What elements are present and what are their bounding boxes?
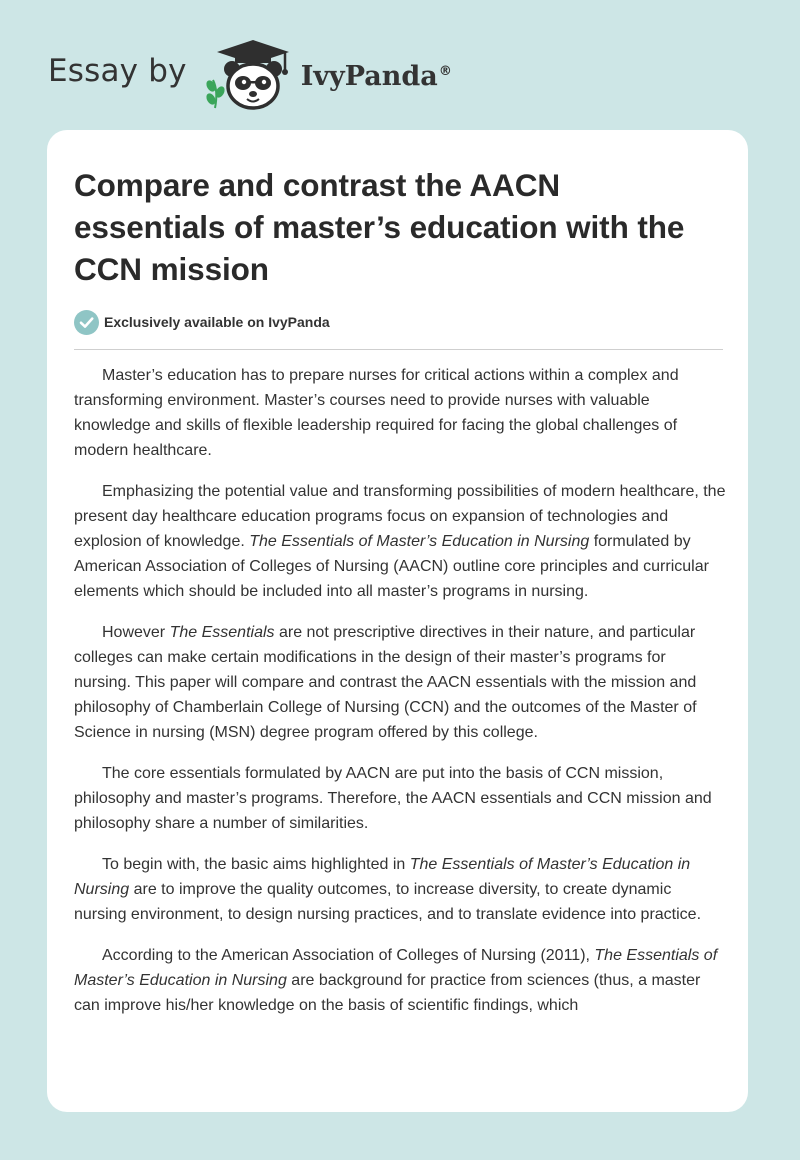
site-brand[interactable] <box>48 36 452 112</box>
cited-title: The Essentials of Master’s Education in Nursing <box>249 533 590 550</box>
essay-paragraph <box>74 943 726 1018</box>
essay-paragraph <box>74 761 726 836</box>
brand-name: IvyPanda® <box>300 60 452 92</box>
essay-paragraph <box>74 620 726 745</box>
paragraph-text: According to the American Association of Colleges of Nursing (2011), <box>102 947 595 964</box>
essay-paragraph <box>74 852 726 927</box>
essay-by-label: Essay by <box>48 53 187 89</box>
essay-title: Compare and contrast the AACN essentials of master’s education with the CCN mission <box>74 167 685 287</box>
essay-body <box>74 363 726 1018</box>
paragraph-text: To begin with, the basic aims highlighted in <box>102 856 410 873</box>
essay-card <box>47 130 748 1112</box>
paragraph-text: are background for practice from sciences (thus, a master can improve his/her knowledge on the basis of scientific findings, which <box>74 972 701 1014</box>
cited-title: The Essentials <box>169 624 275 641</box>
panda-graduate-logo-icon <box>201 36 297 112</box>
essay-paragraph <box>74 363 726 463</box>
exclusive-badge-label: Exclusively available on IvyPanda <box>104 314 330 330</box>
title-divider <box>74 349 723 350</box>
paragraph-text: Emphasizing the potential value and transforming possibilities of modern healthcare, the present day healthcare education programs focus on expansion of technologies and explosion of knowledge. <box>74 483 726 550</box>
exclusive-badge <box>74 309 721 335</box>
check-circle-icon <box>74 310 99 335</box>
cited-title: The Essentials of Master’s Education in Nursing <box>74 856 691 898</box>
paragraph-text: Master’s education has to prepare nurses for critical actions within a complex and transforming environment. Master’s courses need to provide nurses with valuable knowledge and skills of flexible leadership required for facing the global challenges of modern healthcare. <box>74 367 679 459</box>
paragraph-text: are not prescriptive directives in their nature, and particular colleges can make certain modifications in the design of their master’s programs for nursing. This paper will compare and contrast the AACN essentials with the mission and philosophy of Chamberlain College of Nursing (CCN) and the outcomes of the Master of Science in nursing (MSN) degree program offered by this college. <box>74 624 697 741</box>
paragraph-text: The core essentials formulated by AACN are put into the basis of CCN mission, philosophy and master’s programs. Therefore, the AACN essentials and CCN mission and philosophy share a number of similarities. <box>74 765 712 832</box>
paragraph-text: formulated by American Association of Colleges of Nursing (AACN) outline core principles and curricular elements which should be included into all master’s programs in nursing. <box>74 533 709 600</box>
paragraph-text: However <box>102 624 170 641</box>
paragraph-text: are to improve the quality outcomes, to increase diversity, to create dynamic nursing environment, to design nursing practices, and to translate evidence into practice. <box>74 881 702 923</box>
cited-title: The Essentials of Master’s Education in Nursing <box>74 947 718 989</box>
essay-paragraph <box>74 479 726 604</box>
